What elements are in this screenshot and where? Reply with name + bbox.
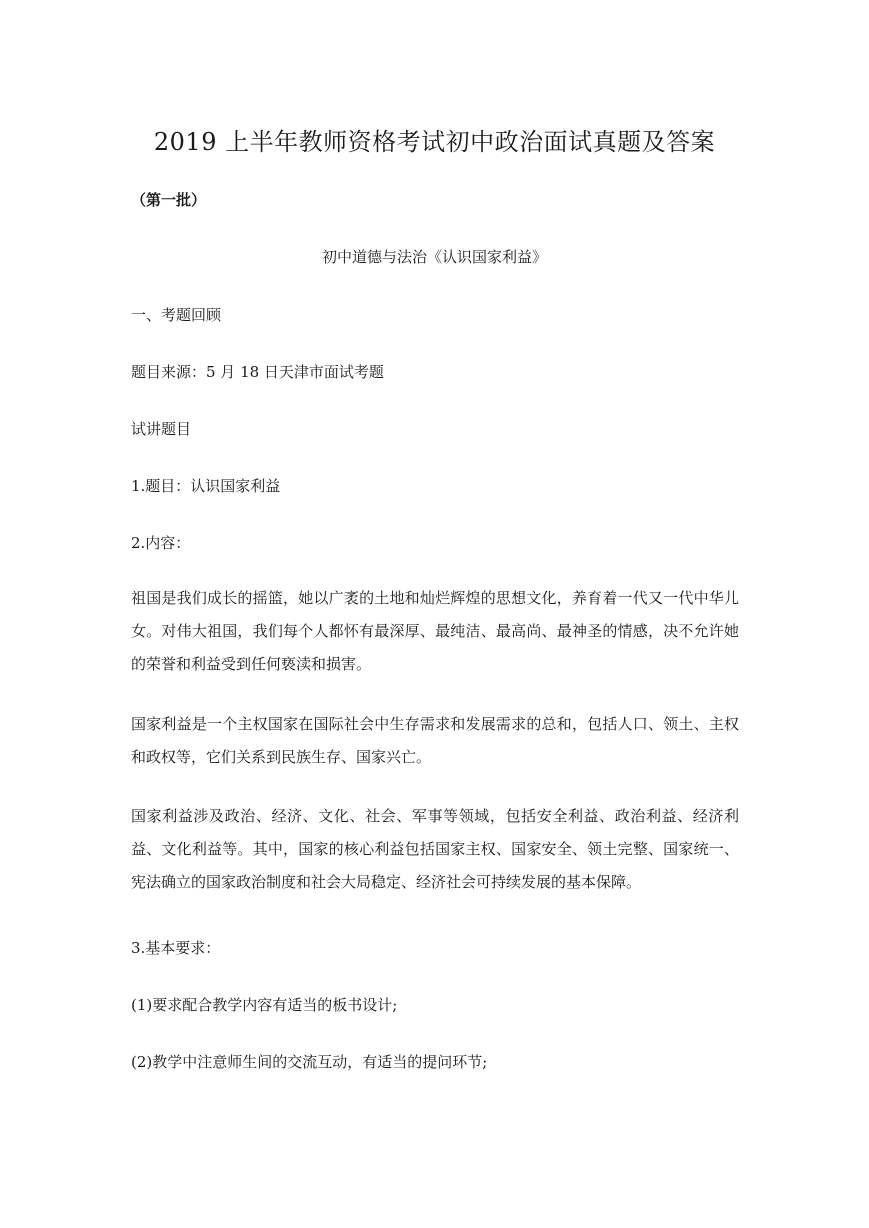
requirement-item: (1)要求配合教学内容有适当的板书设计;: [131, 996, 398, 1014]
batch-label: （第一批）: [131, 191, 207, 209]
requirement-item: (2)教学中注意师生间的交流互动，有适当的提问环节;: [131, 1053, 488, 1071]
item-content: 2.内容：: [131, 534, 191, 552]
content-paragraph: 国家利益是一个主权国家在国际社会中生存需求和发展需求的总和，包括人口、领土、主权和政权等，它们关系到民族生存、国家兴亡。: [131, 715, 739, 766]
question-source: 题目来源：5 月 18 日天津市面试考题: [131, 363, 384, 381]
item-requirements: 3.基本要求：: [131, 939, 221, 957]
item-topic: 1.题目：认识国家利益: [131, 477, 281, 495]
lesson-subtitle: 初中道德与法治《认识国家利益》: [321, 248, 547, 266]
content-paragraph: 祖国是我们成长的摇篮，她以广袤的土地和灿烂辉煌的思想文化，养育着一代又一代中华儿女。对伟大祖国，我们每个人都怀有最深厚、最纯洁、最高尚、最神圣的情感，决不允许她的荣誉和利益受到任何亵渎和损害。: [131, 589, 739, 673]
lecture-heading: 试讲题目: [131, 420, 192, 438]
document-title: 2019 上半年教师资格考试初中政治面试真题及答案: [153, 128, 716, 156]
content-paragraph: 国家利益涉及政治、经济、文化、社会、军事等领域，包括安全利益、政治利益、经济利益、文化利益等。其中，国家的核心利益包括国家主权、国家安全、领土完整、国家统一、宪法确立的国家政治制度和社会大局稳定、经济社会可持续发展的基本保障。: [131, 807, 739, 891]
section-heading: 一、考题回顾: [131, 306, 222, 324]
